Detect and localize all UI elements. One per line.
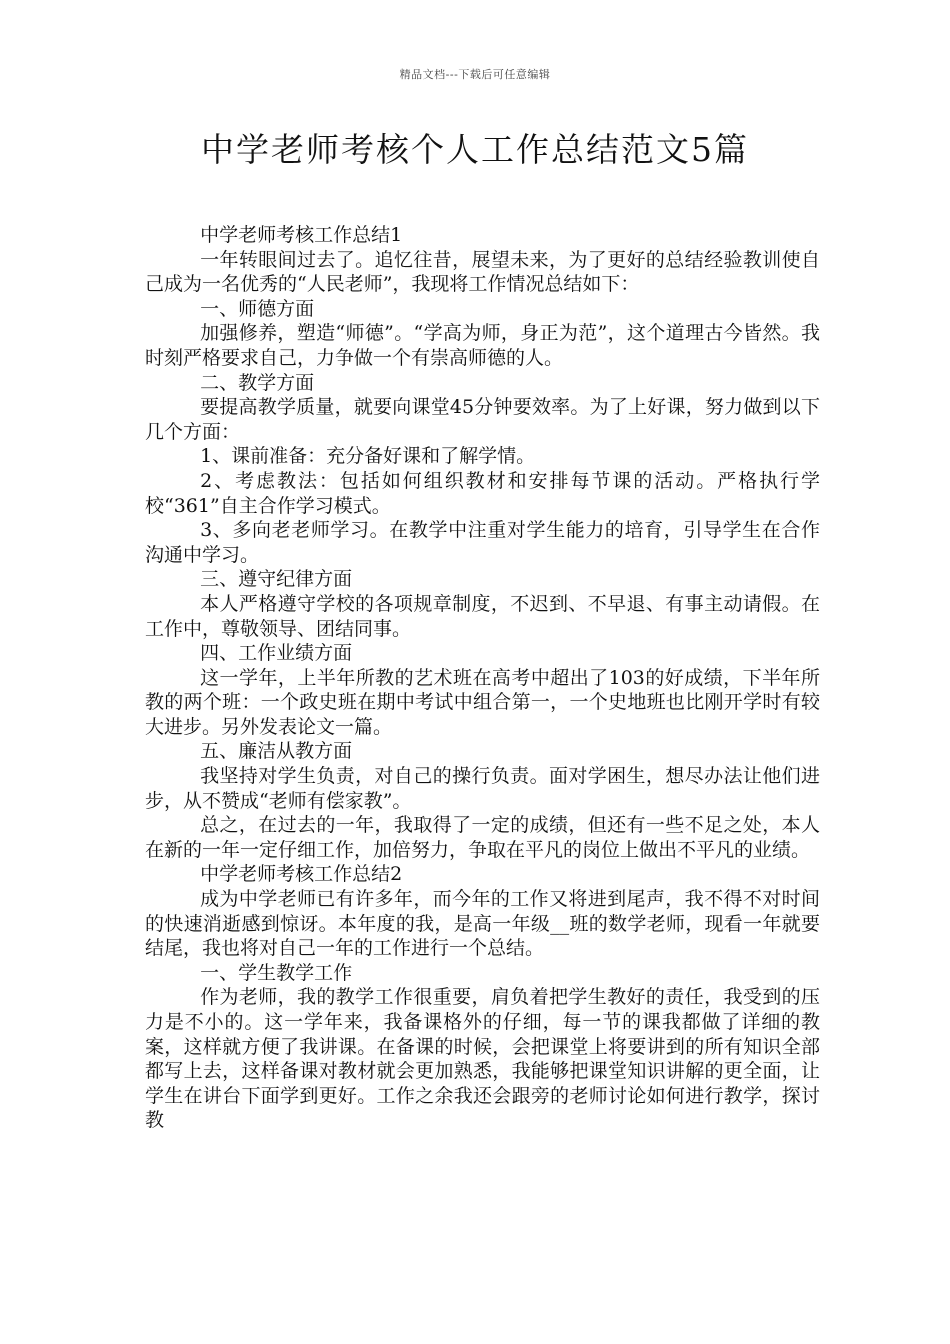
header-note: 精品文档---下载后可任意编辑 xyxy=(399,68,551,81)
paragraph: 要提高教学质量，就要向课堂45分钟要效率。为了上好课，努力做到以下几个方面： xyxy=(145,396,820,443)
list-item: 3、多向老老师学习。在教学中注重对学生能力的培育，引导学生在合作沟通中学习。 xyxy=(145,519,820,566)
paragraph: 我坚持对学生负责，对自己的操行负责。面对学困生，想尽办法让他们进步，从不赞成“老师有偿家教”。 xyxy=(145,765,820,812)
list-item: 1、课前准备：充分备好课和了解学情。 xyxy=(200,445,536,468)
document-body xyxy=(145,223,820,1133)
section-heading: 一、学生教学工作 xyxy=(200,961,353,984)
section-heading: 五、廉洁从教方面 xyxy=(200,740,353,763)
paragraph: 一年转眼间过去了。追忆往昔，展望未来，为了更好的总结经验教训使自己成为一名优秀的“人民老师”，我现将工作情况总结如下： xyxy=(145,248,820,296)
section-heading: 中学老师考核工作总结1 xyxy=(200,224,403,246)
section-heading: 三、遵守纪律方面 xyxy=(200,568,353,591)
paragraph: 这一学年，上半年所教的艺术班在高考中超出了103的好成绩，下半年所教的两个班：一个政史班在期中考试中组合第一，一个史地班也比刚开学时有较大进步。另外发表论文一篇。 xyxy=(145,666,820,738)
paragraph: 加强修养，塑造“师德”。“学高为师，身正为范”，这个道理古今皆然。我时刻严格要求自己，力争做一个有崇高师德的人。 xyxy=(145,322,820,369)
list-item: 2、考虑教法：包括如何组织教材和安排每节课的活动。严格执行学校“361”自主合作学习模式。 xyxy=(145,469,820,517)
paragraph: 作为老师，我的教学工作很重要，肩负着把学生教好的责任，我受到的压力是不小的。这一学年来，我备课格外的仔细，每一节的课我都做了详细的教案，这样就方便了我讲课。在备课的时候，会把课堂上将要讲到的所有知识全部都写上去，这样备课对教材就会更加熟悉，我能够把课堂知识讲解的更全面，让学生在讲台下面学到更好。工作之余我还会跟旁的老师讨论如何进行教学，探讨教 xyxy=(145,986,820,1132)
section-heading: 二、教学方面 xyxy=(200,371,315,394)
section-heading: 中学老师考核工作总结2 xyxy=(200,863,403,886)
paragraph: 成为中学老师已有许多年，而今年的工作又将进到尾声，我不得不对时间的快速消逝感到惊讶。本年度的我，是高一年级__班的数学老师，现看一年就要结尾，我也将对自己一年的工作进行一个总结。 xyxy=(145,888,820,960)
paragraph: 本人严格遵守学校的各项规章制度，不迟到、不早退、有事主动请假。在工作中，尊敬领导、团结同事。 xyxy=(145,592,820,640)
paragraph: 总之，在过去的一年，我取得了一定的成绩，但还有一些不足之处，本人在新的一年一定仔细工作，加倍努力，争取在平凡的岗位上做出不平凡的业绩。 xyxy=(145,814,820,861)
document-title: 中学老师考核个人工作总结范文5篇 xyxy=(201,130,749,169)
section-heading: 一、师德方面 xyxy=(200,297,315,320)
section-heading: 四、工作业绩方面 xyxy=(200,642,353,665)
